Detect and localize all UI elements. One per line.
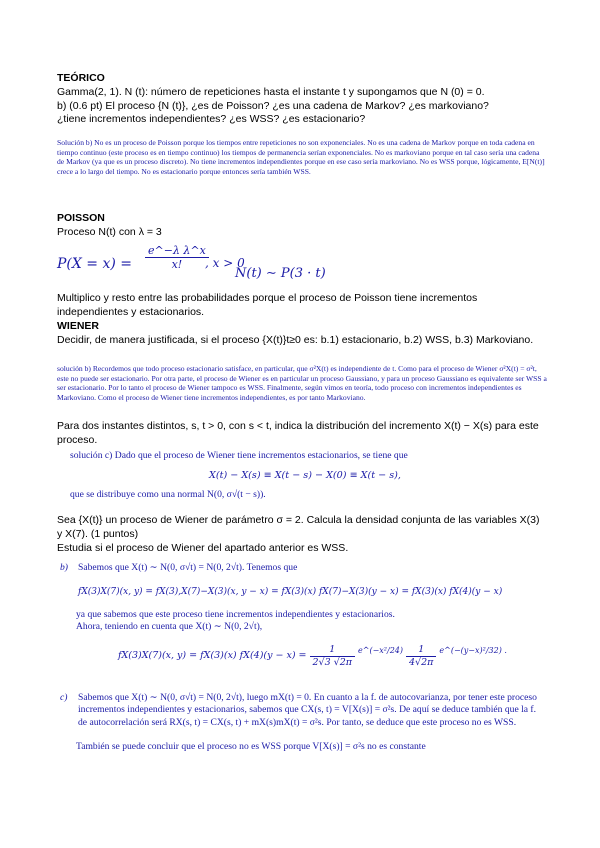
wiener-solution-2-formula: X(t) − X(s) ≡ X(t − s) − X(0) ≡ X(t − s), (209, 470, 401, 482)
answer-b-line-1 (60, 562, 544, 574)
answer-b-text-3: Ahora, teniendo en cuenta que X(t) ∼ N(0, 2√t), (76, 621, 263, 633)
answer-c-text-1: Sabemos que X(t) ∼ N(0, σ√t) = N(0, 2√t), luego mX(t) = 0. En cuanto a la f. de autocovarianza, por tener este proceso incrementos independientes y estacionarios, sabemos que CX(s, t) = V[X(s)] = σ²s. De aquí se deduce también que la f. de autocorrelación será RX(s, t) = CX(s, t) + mX(s)mX(t) = σ²s. Por tanto, se deduce que este proceso no es WSS. (78, 692, 537, 728)
poisson-line-1: Proceso N(t) con λ = 3 (57, 226, 162, 238)
wiener-answer-c (60, 692, 544, 754)
teorico-heading: TEÓRICO (57, 72, 105, 84)
answer-b-exponent-1: e^(−x²/24) (358, 646, 404, 656)
poisson-formula-lhs: P(X = x) = (57, 256, 133, 272)
poisson-note: Multiplico y resto entre las probabilidades porque el proceso de Poisson tiene incrementos independientes y estacionarios. (57, 292, 478, 318)
teorico-line-1: Gamma(2, 1). N (t): número de repeticiones hasta el instante t y supongamos que N (0) = 0. (57, 86, 485, 98)
wiener-solution-1: solución b) Recordemos que todo proceso estacionario satisface, en particular, que σ²X(t) es independiente de t. Como para el proceso de Wiener σ²X(t) = σ²t, este no puede ser estacionario. Por otra parte, el proceso de Wiener es en particular un proceso Gaussiano, y para un proceso Gaussiano es equivalente ser WSS a ser estacionario. Por lo tanto el proceso de Wiener tampoco es WSS. Finalmente, según vimos en teoría, todo proceso con incrementos independientes es Markoviano. Como el proceso de Wiener tiene incrementos independientes, es por tanto Markoviano. (57, 364, 547, 402)
answer-c-label: c) (60, 692, 68, 703)
teorico-solution: Solución b) No es un proceso de Poisson porque los tiempos entre repeticiones no son exponenciales. No es una cadena de Markov porque en toda cadena en tiempo continuo (este proceso es en tiempo continuo) los tiempos de permanencia serían exponenciales. No es markoviano porque en tal caso sería una cadena de Markov (ya que es un proceso discreto). No tiene incrementos independientes porque en ese caso sería markoviano. No es WSS porque, lógicamente, E[N(t)] crece a lo largo del tiempo. No es estacionario porque entonces sería también WSS. (57, 138, 545, 176)
poisson-formula-distribution: N(t) ∼ P(3 · t) (235, 266, 326, 281)
answer-b-formula-2 (118, 644, 544, 670)
answer-b-fraction-1-den: 2√3 √2π (312, 657, 353, 669)
wiener-solution-2 (70, 450, 540, 501)
wiener-question-3: Sea {X(t)} un proceso de Wiener de parámetro σ = 2. Calcula la densidad conjunta de las variables X(3) y X(7). (1 puntos) (57, 514, 540, 540)
poisson-formula-denominator: x! (171, 258, 183, 271)
answer-c-text-2: También se puede concluir que el proceso no es WSS porque V[X(s)] = σ²s no es constante (76, 741, 426, 753)
answer-b-text-2: ya que sabemos que este proceso tiene incrementos independientes y estacionarios. (76, 608, 395, 620)
answer-b-fraction-1-num: 1 (310, 644, 356, 657)
teorico-line-3: ¿tiene incrementos independientes? ¿es WSS? ¿es estacionario? (57, 113, 366, 126)
wiener-answer-b (60, 562, 544, 669)
answer-b-fraction-2-den: 4√2π (409, 657, 434, 669)
wiener-solution-2-conclusion: que se distribuye como una normal N(0, σ√(t − s)). (70, 488, 266, 500)
answer-b-fraction-2-num: 1 (406, 644, 436, 657)
poisson-formula (57, 244, 547, 286)
poisson-formula-condition: , x > 0 (205, 256, 245, 270)
poisson-formula-numerator: e^−λ λ^x (145, 244, 209, 258)
answer-b-fraction-2 (406, 644, 436, 670)
teorico-question (57, 86, 547, 127)
wiener-question-4: Estudia si el proceso de Wiener del apartado anterior es WSS. (57, 542, 349, 554)
answer-b-fraction-1 (310, 644, 356, 670)
wiener-question-2: Para dos instantes distintos, s, t > 0, con s < t, indica la distribución del incremento X(t) − X(s) para este proceso. (57, 420, 539, 446)
wiener-solution-2-intro: solución c) Dado que el proceso de Wiener tiene incrementos estacionarios, se tiene que (70, 450, 408, 461)
poisson-formula-fraction (145, 244, 209, 271)
wiener-question-1: Decidir, de manera justificada, si el proceso {X(t)}t≥0 es: b.1) estacionario, b.2) WSS, b.3) Markoviano. (57, 334, 534, 346)
teorico-line-2: b) (0.6 pt) El proceso {N (t)}, ¿es de Poisson? ¿es una cadena de Markov? ¿es markoviano? (57, 99, 489, 112)
answer-c-paragraph (60, 692, 544, 729)
answer-b-formula-1: fX(3)X(7)(x, y) = fX(3),X(7)−X(3)(x, y − x) = fX(3)(x) fX(7)−X(3)(y − x) = fX(3)(x) fX(4)(y − x) (78, 587, 503, 598)
answer-b-exponent-2: e^(−(y−x)²/32) . (439, 646, 507, 656)
wiener-heading: WIENER (57, 320, 99, 332)
answer-b-formula-2-lhs: fX(3)X(7)(x, y) = fX(3)(x) fX(4)(y − x) = (118, 650, 307, 662)
answer-b-label: b) (60, 562, 68, 573)
poisson-heading: POISSON (57, 212, 105, 224)
answer-b-text-1: Sabemos que X(t) ∼ N(0, σ√t) = N(0, 2√t). Tenemos que (78, 562, 298, 573)
